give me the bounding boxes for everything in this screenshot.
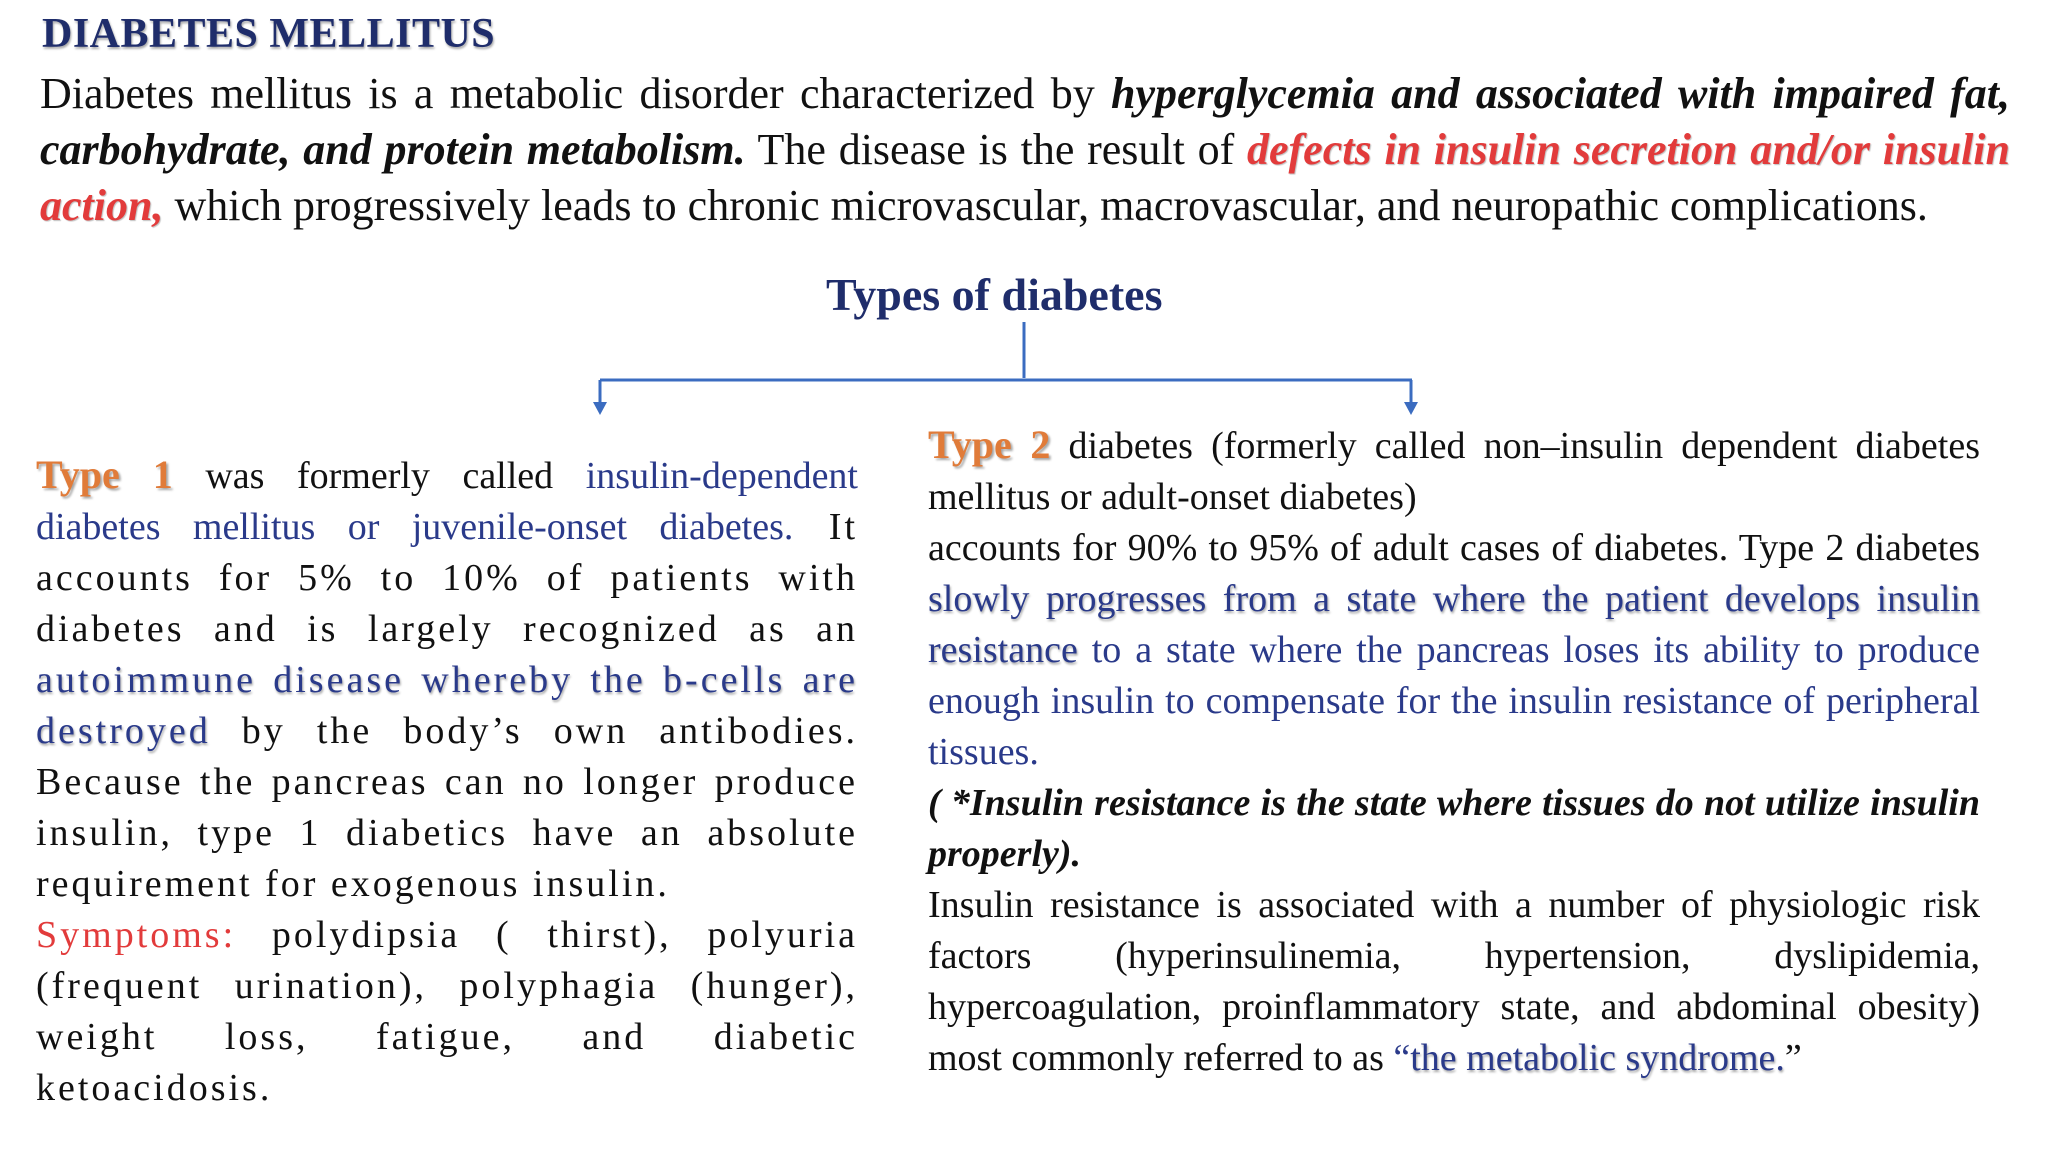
intro-text: Diabetes mellitus is a metabolic disorder characterized by — [40, 69, 1111, 118]
insulin-resistance-note: ( *Insulin resistance is the state where tissues do not utilize insulin properly). — [928, 782, 1980, 875]
intro-paragraph — [40, 66, 2010, 234]
type2-progression-cont: to a state where the pancreas loses its ability to produce enough insulin to compensate for the insulin resistance of peripheral tissues. — [928, 629, 1980, 773]
quote-close: ” — [1784, 1037, 1802, 1079]
type1-text: was formerly called — [172, 455, 586, 497]
type1-former-name: insulin-dependent diabetes mellitus or juvenile-onset diabetes. — [36, 455, 858, 548]
type1-paragraph — [36, 449, 858, 910]
type1-label: Type 1 — [36, 452, 173, 497]
type2-text: Insulin resistance is associated with a number of physiologic risk factors (hyperinsulinemia, hypertension, dyslipidemia, hypercoagulation, proinflammatory state, and abdominal obesity) most commonly referred to as — [928, 884, 1980, 1079]
type2-text: diabetes (formerly called non–insulin dependent diabetes mellitus or adult-onset diabetes) — [928, 425, 1981, 518]
intro-text: The disease is the result of — [745, 125, 1247, 174]
types-heading: Types of diabetes — [826, 269, 1163, 320]
page-title: DIABETES MELLITUS — [42, 11, 496, 57]
metabolic-syndrome: the metabolic syndrome. — [1410, 1037, 1785, 1079]
type2-column — [928, 419, 1980, 1084]
type2-paragraph — [928, 523, 1980, 778]
arrow-down-left-icon — [593, 402, 607, 415]
quote-open: “ — [1393, 1037, 1411, 1079]
type2-metabolic-paragraph — [928, 880, 1980, 1084]
intro-text: which progressively leads to chronic microvascular, macrovascular, and neuropathic complications. — [163, 181, 1928, 230]
type1-text: It accounts for 5% to 10% of patients with diabetes and is largely recognized as an — [36, 506, 858, 650]
type2-text: accounts for 90% to 95% of adult cases of diabetes. Type 2 diabetes — [928, 527, 1980, 569]
type2-label: Type 2 — [928, 422, 1051, 467]
type2-progression: slowly progresses from a state where the patient develops insulin resistance — [928, 578, 1980, 671]
symptoms-text: polydipsia ( thirst), polyuria (frequent urination), polyphagia (hunger), weight loss, fatigue, and diabetic ketoacidosis. — [36, 914, 858, 1109]
symptoms-label: Symptoms: — [36, 914, 237, 956]
type1-autoimmune: autoimmune disease whereby the b-cells are destroyed — [36, 659, 858, 752]
type1-column — [36, 449, 858, 1114]
type1-symptoms — [36, 910, 858, 1114]
type2-paragraph — [928, 419, 1980, 523]
type1-text: by the body’s own antibodies. Because the pancreas can no longer produce insulin, type 1 diabetics have an absolute requirement for exogenous insulin. — [36, 710, 858, 905]
arrow-down-right-icon — [1404, 402, 1418, 415]
intro-emphasis-definition: hyperglycemia and associated with impaired fat, carbohydrate, and protein metabolism. — [40, 69, 2011, 174]
intro-emphasis-cause: defects in insulin secretion and/or insulin action, — [40, 125, 2010, 230]
